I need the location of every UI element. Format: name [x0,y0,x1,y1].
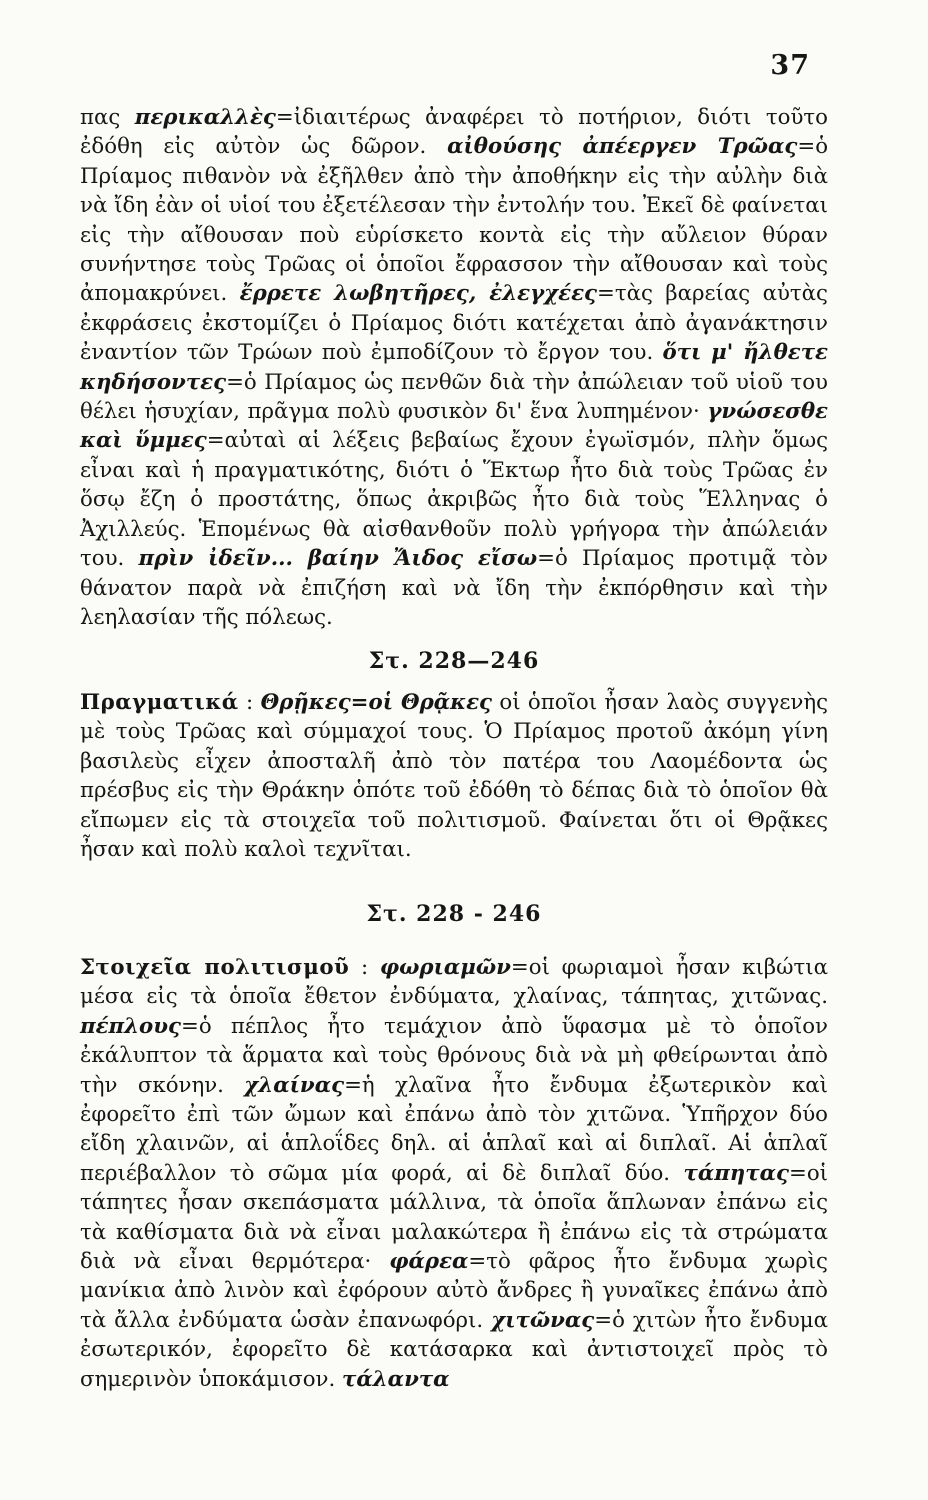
lemma: Θρῇκες=οἱ Θρᾷκες [260,690,493,715]
commentary-paragraph-1 [80,103,828,632]
lemma: χλαίνας [244,1072,345,1098]
text-run: =οἱ φωριαμοὶ ἦσαν κιβώτια μέσα εἰς τὰ ὁποῖα ἔθετον ἐνδύματα, χλαίνας, τάπητας, χιτῶνας. [80,955,828,1010]
text-run: =ἰδιαιτέρως ἀναφέρει τὸ ποτήριον, διότι τοῦτο ἐδόθη εἰς αὐτὸν ὡς δῶρον. [80,105,828,160]
text-run: =ἡ χλαῖνα ἦτο ἔνδυμα ἐξωτερικὸν καὶ ἐφορεῖτο ἐπὶ τῶν ὤμων καὶ ἐπάνω ἀπὸ τὸν χιτῶνα. Ὑπῆρχον δύο εἴδη χλαινῶν, αἱ ἁπλοΐδες δηλ. αἱ ἁπλαῖ καὶ αἱ διπλαῖ. Αἱ ἁπλαῖ περιέβαλλον τὸ σῶμα μία φορά, αἱ δὲ διπλαῖ δύο. [80,1072,828,1186]
text-run: =ὁ Πρίαμος πιθανὸν νὰ ἐξῆλθεν ἀπὸ τὴν ἀποθήκην εἰς τὴν αὐλὴν διὰ νὰ ἴδη ἐὰν οἱ υἱοί του ἐξετέλεσαν τὴν ἐντολήν του. Ἐκεῖ δὲ φαίνεται εἰς τὴν αἴθουσαν ποὺ εὑρίσκετο κοντὰ εἰς τὴν αὔλειον θύραν συνήντησε τοὺς Τρῶας οἱ ὁποῖοι ἔφρασσον τὴν αἴθουσαν καὶ τοὺς ἀπομακρύνει. [80,134,829,307]
section-label: Πραγματικά [80,690,239,715]
lemma: αἰθούσης ἀπέεργεν Τρῶας [447,134,798,160]
text-run: =ὁ Πρίαμος ὡς πενθῶν διὰ τὴν ἀπώλειαν τοῦ υἱοῦ του θέλει ἡσυχίαν, πρᾶγμα πολὺ φυσικὸν δι' ἕνα λυπημένον· [80,369,828,425]
commentary-paragraph-2 [80,688,828,864]
lemma: πρὶν ἰδεῖν... βαίην Ἄιδος εἴσω [138,546,538,572]
text-run: =ὁ χιτὼν ἦτο ἔνδυμα ἐσωτερικόν, ἐφορεῖτο δὲ κατάσαρκα καὶ ἀντιστοιχεῖ πρὸς τὸ σημερινὸν ὑποκάμισον. [80,1307,828,1392]
commentary-paragraph-3 [80,953,828,1394]
page-number: 37 [770,50,810,81]
section-heading-verses: Στ. 228—246 [368,648,540,674]
lemma: ἔρρετε λωβητῆρες, ἐλεγχέες [239,281,598,307]
lemma: φωριαμῶν [379,955,511,980]
text-run: οἱ ὁποῖοι ἦσαν λαὸς συγγενὴς μὲ τοὺς Τρῶας καὶ σύμμαχοί τους. Ὁ Πρίαμος προτοῦ ἀκόμη γίνη βασιλεὺς εἶχεν ἀποσταλῆ ἀπὸ τὸν πατέρα του Λαομέδοντα ὡς πρέσβυς εἰς τὴν Θράκην ὁπότε τοῦ ἐδόθη τὸ δέπας διὰ τὸ ὁποῖον θὰ εἴπωμεν εἰς τὰ στοιχεῖα τοῦ πολιτισμοῦ. Φαίνεται ὅτι οἱ Θρᾷκες ἦσαν καὶ πολὺ καλοὶ τεχνῖται. [80,690,829,863]
lemma: πέπλους [80,1013,182,1039]
lemma: τάπητας [683,1160,789,1186]
text-run: =ὁ πέπλος ἦτο τεμάχιον ἀπὸ ὕφασμα μὲ τὸ ὁποῖον ἐκάλυπτον τὰ ἅρματα καὶ τοὺς θρόνους διὰ νὰ μὴ φθείρωνται ἀπὸ τὴν σκόνην. [80,1013,828,1098]
lemma: χιτῶνας [491,1307,595,1333]
lemma: τάλαντα [342,1366,450,1392]
text-run: =τὰς βαρείας αὐτὰς ἐκφράσεις ἐκστομίζει ὁ Πρίαμος διότι κατέχεται ἀπὸ ἀγανάκτησιν ἐναντίον τῶν Τρώων ποὺ ἐμποδίζουν τὸ ἔργον του. [80,281,828,366]
section-label: Στοιχεῖα πολιτισμοῦ [80,955,350,980]
text-run: =ὁ Πρίαμος προτιμᾷ τὸν θάνατον παρὰ νὰ ἐπιζήση καὶ νὰ ἴδη τὴν ἐκπόρθησιν καὶ τὴν λεηλασίαν τῆς πόλεως. [80,546,828,630]
text-run: πας [80,105,135,130]
lemma: περικαλλὲς [134,105,276,130]
lemma: φάρεα [389,1249,469,1275]
text-run: : [349,955,380,980]
text-run: =οἱ τάπητες ἦσαν σκεπάσματα μάλλινα, τὰ ὁποῖα ἅπλωναν ἐπάνω εἰς τὰ καθίσματα διὰ νὰ εἶναι μαλακώτερα ἢ ἐπάνω εἰς τὰ στρώματα διὰ νὰ εἶναι θερμότερα· [80,1160,828,1275]
text-run: =τὸ φᾶρος ἦτο ἔνδυμα χωρὶς μανίκια ἀπὸ λινὸν καὶ ἐφόρουν αὐτὸ ἄνδρες ἢ γυναῖκες ἐπάνω ἀπὸ τὰ ἄλλα ἐνδύματα ὡσὰν ἐπανωφόρι. [80,1249,828,1333]
lemma: ὅτι μ' ἤλθετε κηδήσοντες [80,340,828,395]
text-run: =αὐταὶ αἱ λέξεις βεβαίως ἔχουν ἐγωϊσμόν, πλὴν ὅμως εἶναι καὶ ἡ πραγματικότης, διότι ὁ Ἕκτωρ ἦτο διὰ τοὺς Τρῶας ἐν ὅσῳ ἔζη ὁ προστάτης, ὅπως ἀκριβῶς ἦτο διὰ τοὺς Ἕλληνας ὁ Ἀχιλλεύς. Ἑπομένως θὰ αἰσθανθοῦν πολὺ γρήγορα τὴν ἀπώλειάν του. [80,428,828,572]
text-run: : [238,690,261,715]
section-heading-verses: Στ. 228 - 246 [366,901,542,927]
lemma: γνώσεσθε καὶ ὕμμες [80,399,828,454]
